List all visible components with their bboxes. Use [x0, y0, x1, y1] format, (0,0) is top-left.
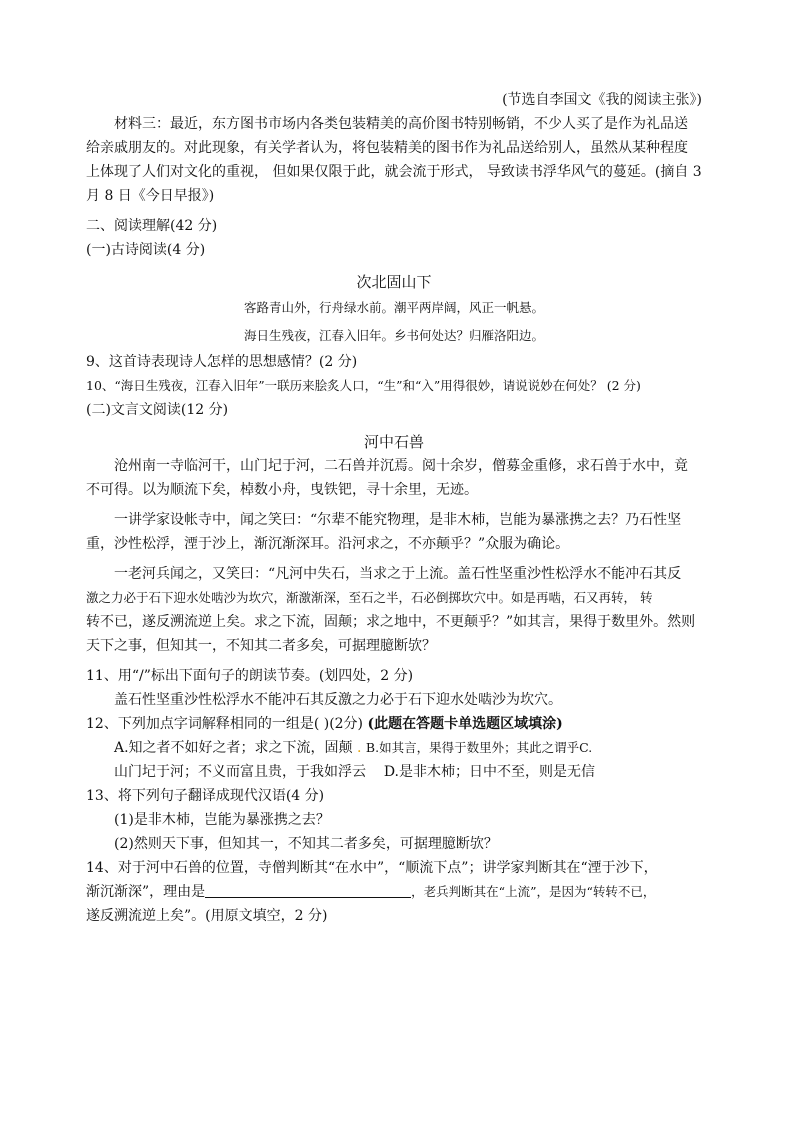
material-three-line: 上体现了人们对文化的重视， 但如果仅限于此，就会流于形式， 导致读书浮华风气的蔓延。(摘自 3: [86, 164, 702, 180]
question-10: 10、“海日生残夜，江春入旧年”一联历来脍炙人口，“生”和“入”用得很妙，请说说妙在何处？ (2 分): [86, 378, 641, 393]
classical-heading: (二)文言文阅读(12 分): [86, 402, 229, 418]
classical-line: 沧州南一寺临河干，山门圮于河，二石兽并沉焉。阅十余岁，僧募金重修，求石兽于水中，竟: [114, 458, 688, 474]
classical-line: 不可得。以为顺流下矣，棹数小舟，曳铁钯，寻十余里，无迹。: [86, 482, 478, 498]
question-12-options-row-1: [86, 736, 702, 760]
section-two-heading: 二、阅读理解(42 分): [86, 218, 218, 234]
question-14-line: [86, 880, 702, 904]
source-note: (节选自李国文《我的阅读主张》): [502, 92, 702, 108]
dot-mark: .: [357, 740, 362, 756]
question-13-item: (2)然则天下事，但知其一，不知其二者多矣，可据理臆断欤？: [114, 836, 498, 852]
material-three: [86, 112, 702, 208]
question-14-line: 14、对于河中石兽的位置，寺僧判断其“在水中”，“顺流下点”；讲学家判断其在“湮于沙下，: [86, 860, 658, 876]
question-12: [86, 712, 702, 736]
question-9: 9、这首诗表现诗人怎样的思想感情？(2 分): [86, 354, 358, 370]
poem-title: 次北固山下: [356, 273, 432, 291]
poem-line: 客路青山外，行舟绿水前。潮平两岸阔，风正一帆悬。: [243, 300, 544, 315]
question-11: 11、用“/”标出下面句子的朗读节奏。(划四处，2 分): [86, 668, 414, 684]
question-11-sentence: 盖石性坚重沙性松浮水不能冲石其反激之力必于石下迎水处啮沙为坎穴。: [114, 692, 562, 708]
classical-line: 激之力必于石下迎水处啮沙为坎穴，渐激渐深，至石之半，石必倒掷坎穴中。如是再啮，石又再转， 转: [86, 590, 653, 605]
option-a: A.知之者不如好之者；求之下流，固颠: [114, 740, 353, 756]
classical-paragraph-2: [86, 508, 702, 556]
poem-line: 海日生残夜，江春入旧年。乡书何处达？归雁洛阳边。: [243, 328, 544, 343]
answer-blank[interactable]: [205, 881, 411, 898]
option-b: B.如其言，果得于数里外；其此之谓乎C.: [365, 740, 593, 755]
material-three-line: 给亲戚朋友的。对此现象，有关学者认为，将包装精美的图书作为礼品送给别人，虽然从某种程度: [86, 140, 688, 156]
question-14-suffix: ，老兵判断其在“上流”，是因为“转转不已，: [411, 884, 656, 899]
question-13: 13、将下列句子翻译成现代汉语(4 分): [86, 788, 325, 804]
classical-paragraph-3: [86, 562, 702, 658]
classical-line: 一老河兵闻之，又笑曰：“凡河中失石，当求之于上流。盖石性坚重沙性松浮水不能冲石其反: [114, 566, 682, 582]
material-three-line: 月 8 日《今日早报》): [86, 188, 215, 204]
question-12-note: (此题在答题卡单选题区域填涂): [367, 716, 563, 732]
poetry-heading: (一)古诗阅读(4 分): [86, 242, 206, 258]
document-content: [86, 88, 702, 928]
classical-title: 河中石兽: [363, 433, 424, 451]
question-12-stem: 12、下列加点字词解释相同的一组是( )(2分): [86, 716, 364, 732]
classical-paragraph-1: [86, 454, 702, 502]
option-c: 山门圮于河；不义而富且贵，于我如浮云: [114, 764, 366, 780]
question-13-item: (1)是非木杮，岂能为暴涨携之去？: [114, 812, 330, 828]
question-14-line: 遂反溯流逆上矣”。(用原文填空，2 分): [86, 908, 328, 924]
classical-line: 重，沙性松浮，湮于沙上，渐沉渐深耳。沿河求之，不亦颠乎？”众服为确论。: [86, 536, 570, 552]
option-d: D.是非木杮；日中不至，则是无信: [383, 764, 595, 780]
classical-line: 一讲学家设帐寺中，闻之笑曰：“尔辈不能究物理，是非木杮，岂能为暴涨携之去？乃石性坚: [114, 512, 682, 528]
classical-line: 天下之事，但知其一，不知其二者多矣，可据理臆断欤？: [86, 638, 436, 654]
question-12-options-row-2: [86, 760, 702, 784]
classical-line: 转不已，遂反溯流逆上矣。求之下流，固颠；求之地中，不更颠乎？”如其言，果得于数里外。然则: [86, 614, 696, 630]
question-14-prefix: 渐沉渐深”，理由是: [86, 884, 206, 900]
material-three-line: 材料三：最近，东方图书市场内各类包装精美的高价图书特别畅销，不少人买了是作为礼品送: [114, 116, 688, 132]
